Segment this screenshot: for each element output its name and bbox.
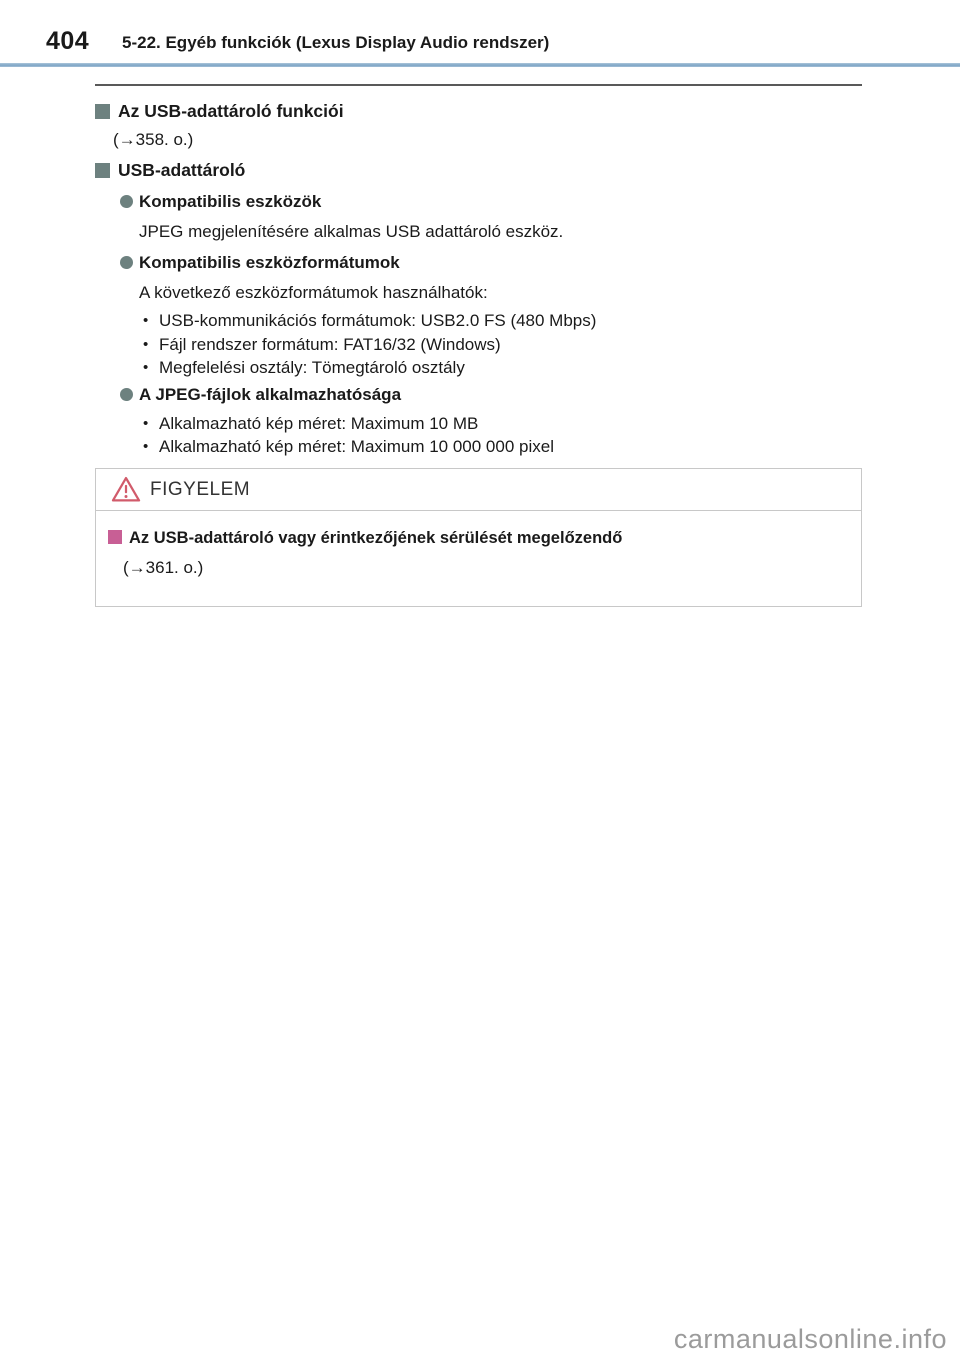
caution-box [95, 468, 862, 607]
caution-box-body [96, 511, 861, 578]
dot-bullet-icon: • [143, 312, 149, 329]
chapter-header: 5-22. Egyéb funkciók (Lexus Display Audio rendszer) [122, 33, 550, 52]
header-divider-rule [0, 63, 960, 67]
list-item-compatible-devices [120, 191, 862, 212]
sub-bullet-item [143, 333, 862, 357]
sub-bullet-text: Alkalmazható kép méret: Maximum 10 MB [159, 413, 479, 433]
circle-bullet-icon [120, 388, 133, 401]
square-bullet-icon [95, 104, 110, 119]
list-item-compatible-formats [120, 252, 862, 273]
content-column [95, 84, 862, 459]
dot-bullet-icon: • [143, 335, 149, 353]
sub-bullet-text: Alkalmazható kép méret: Maximum 10 000 000 pixel [159, 437, 554, 456]
caution-label: FIGYELEM [150, 478, 251, 500]
dot-bullet-icon: • [143, 414, 149, 432]
sub-bullet-item [143, 412, 862, 436]
page-reference: (→358. o.) [113, 130, 194, 149]
list-item-label: Kompatibilis eszközformátumok [139, 253, 400, 272]
caution-box-header [96, 469, 861, 511]
list-item-label: A JPEG-fájlok alkalmazhatósága [139, 384, 402, 404]
sub-bullet-item [143, 356, 862, 380]
square-bullet-icon [108, 530, 122, 544]
section-heading-label: Az USB-adattároló funkciói [118, 101, 344, 121]
section-heading-label: USB-adattároló [118, 160, 246, 180]
caution-note-title: Az USB-adattároló vagy érintkezőjének sérülését megelőzendő [129, 529, 623, 547]
list-item-label: Kompatibilis eszközök [139, 192, 322, 211]
circle-bullet-icon [120, 256, 133, 269]
sub-bullet-item [143, 435, 862, 459]
dot-bullet-icon: • [143, 359, 149, 376]
sub-bullet-list [143, 309, 862, 380]
sub-bullet-text: Fájl rendszer formátum: FAT16/32 (Windows) [159, 334, 501, 354]
square-bullet-icon [95, 163, 110, 178]
caution-note-heading [108, 528, 847, 548]
dot-bullet-icon: • [143, 438, 149, 455]
sub-bullet-text: Megfelelési osztály: Tömegtároló osztály [159, 358, 465, 377]
list-item-jpeg-applicability [120, 384, 862, 405]
watermark-text: carmanualsonline.info [673, 1324, 947, 1354]
circle-bullet-icon [120, 195, 133, 208]
page-reference: (→361. o.) [123, 558, 204, 577]
section-top-rule [95, 84, 862, 86]
page-number: 404 [46, 27, 90, 55]
section-heading-usb-functions [95, 101, 862, 122]
sub-bullet-item [143, 309, 862, 333]
section-heading-usb-storage [95, 160, 862, 181]
list-item-text: JPEG megjelenítésére alkalmas USB adattároló eszköz. [139, 222, 564, 241]
list-item-text: A következő eszközformátumok használhatók: [139, 283, 488, 302]
sub-bullet-list [143, 412, 862, 459]
sub-bullet-text: USB-kommunikációs formátumok: USB2.0 FS (480 Mbps) [159, 311, 597, 330]
warning-triangle-icon [111, 476, 141, 503]
